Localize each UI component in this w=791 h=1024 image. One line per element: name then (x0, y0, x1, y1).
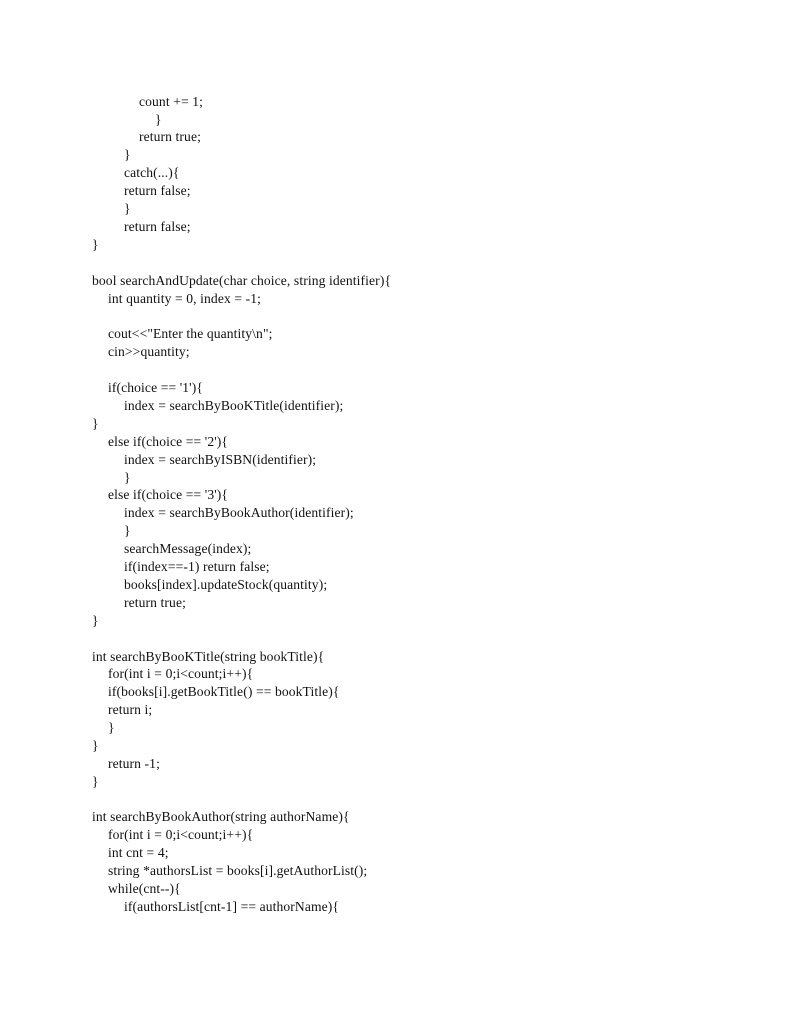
code-line: else if(choice == '2'){ (108, 434, 229, 449)
code-line: int searchByBookAuthor(string authorName){ (92, 809, 350, 824)
code-line: index = searchByBooKTitle(identifier); (124, 398, 344, 413)
code-line: for(int i = 0;i<count;i++){ (108, 827, 254, 842)
code-line: } (124, 470, 131, 485)
code-line: catch(...){ (124, 165, 180, 180)
code-line: return false; (124, 183, 191, 198)
code-line: cout<<"Enter the quantity\n"; (108, 326, 273, 341)
code-line: } (155, 112, 162, 127)
code-line: return false; (124, 219, 191, 234)
code-line: return i; (108, 702, 153, 717)
code-line: index = searchByISBN(identifier); (124, 452, 317, 467)
code-line: bool searchAndUpdate(char choice, string identifier){ (92, 273, 392, 288)
code-line: int quantity = 0, index = -1; (108, 291, 262, 306)
code-line: int cnt = 4; (108, 845, 169, 860)
code-line: return true; (139, 129, 201, 144)
code-line: } (92, 774, 99, 789)
code-line: } (92, 416, 99, 431)
code-line: } (92, 237, 99, 252)
code-line: searchMessage(index); (124, 541, 252, 556)
code-line: int searchByBooKTitle(string bookTitle){ (92, 649, 325, 664)
code-line: if(index==-1) return false; (124, 559, 270, 574)
code-line: while(cnt--){ (108, 881, 181, 896)
code-line: books[index].updateStock(quantity); (124, 577, 328, 592)
code-line: return -1; (108, 756, 160, 771)
code-line: } (124, 201, 131, 216)
code-line: else if(choice == '3'){ (108, 487, 229, 502)
code-line: index = searchByBookAuthor(identifier); (124, 505, 354, 520)
code-line: cin>>quantity; (108, 344, 190, 359)
code-line: return true; (124, 595, 186, 610)
code-line: for(int i = 0;i<count;i++){ (108, 666, 254, 681)
code-line: } (124, 523, 131, 538)
code-line: count += 1; (139, 94, 204, 109)
code-line: if(choice == '1'){ (108, 380, 203, 395)
code-line: } (124, 147, 131, 162)
code-line: string *authorsList = books[i].getAuthorList(); (108, 863, 368, 878)
code-line: } (108, 720, 115, 735)
code-line: if(books[i].getBookTitle() == bookTitle){ (108, 684, 340, 699)
code-line: if(authorsList[cnt-1] == authorName){ (124, 899, 340, 914)
code-line: } (92, 613, 99, 628)
code-line: } (92, 738, 99, 753)
